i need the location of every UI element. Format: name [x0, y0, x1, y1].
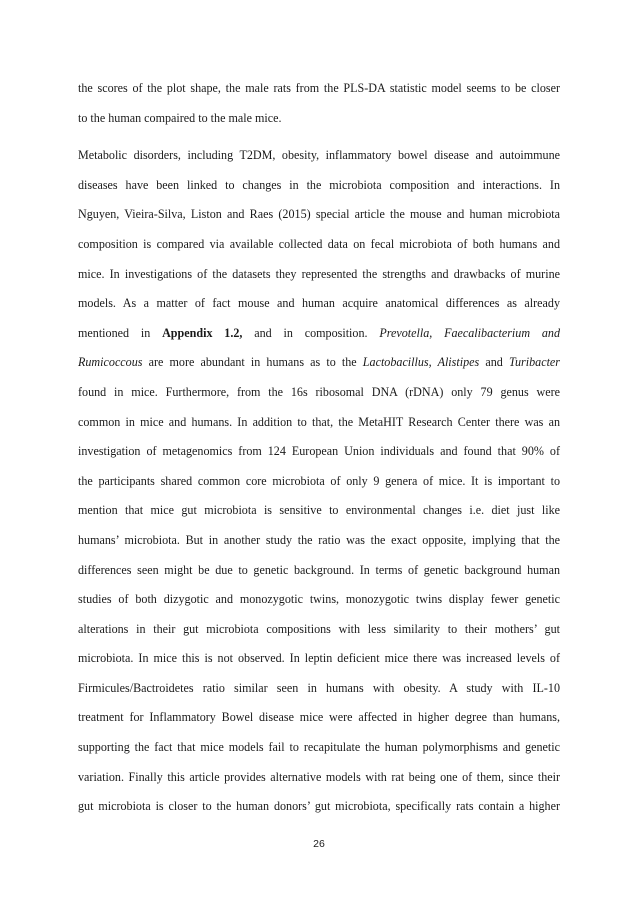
text-line: supporting the fact that mice models fail to recapitulate the human polymorphisms and genetic — [78, 740, 560, 755]
text-line: mice. In investigations of the datasets they represented the strengths and drawbacks of murine — [78, 266, 560, 281]
text-line: studies of both dizygotic and monozygotic twins, monozygotic twins display fewer genetic — [78, 592, 560, 607]
text-run: and in composition. — [242, 325, 380, 340]
text-line — [78, 319, 560, 349]
genus-names: Lactobacillus, Alistipes — [362, 355, 480, 370]
text-line: to the human compaired to the male mice. — [78, 110, 282, 125]
appendix-reference: Appendix 1.2, — [162, 325, 243, 340]
genus-names: Prevotella, Faecalibacterium and — [379, 325, 561, 340]
paragraph-metabolic-disorders — [78, 141, 560, 822]
text-line: gut microbiota is closer to the human donors’ gut microbiota, specifically rats contain a higher — [78, 799, 560, 814]
text-run: mentioned in — [78, 325, 163, 340]
text-run: are more abundant in humans as to the — [142, 355, 363, 370]
text-line: models. As a matter of fact mouse and human acquire anatomical differences as already — [78, 296, 560, 311]
text-line: treatment for Inflammatory Bowel disease mice were affected in higher degree than humans, — [78, 710, 560, 725]
text-line: diseases have been linked to changes in the microbiota composition and interactions. In — [78, 177, 560, 192]
genus-name: Turibacter — [508, 355, 561, 370]
text-run: and — [479, 355, 509, 370]
text-line: differences seen might be due to genetic background. In terms of genetic background human — [78, 562, 560, 577]
text-line: investigation of metagenomics from 124 European Union individuals and found that 90% of — [78, 444, 560, 459]
body-text — [78, 74, 560, 822]
text-line: Firmicules/Bactroidetes ratio similar seen in humans with obesity. A study with IL-10 — [78, 680, 560, 695]
text-line: the scores of the plot shape, the male rats from the PLS-DA statistic model seems to be closer — [78, 81, 560, 95]
text-line: found in mice. Furthermore, from the 16s ribosomal DNA (rDNA) only 79 genus were — [78, 384, 560, 399]
text-line: microbiota. In mice this is not observed. In leptin deficient mice there was increased levels of — [78, 651, 560, 666]
paragraph-continuation — [78, 74, 560, 133]
text-line: humans’ microbiota. But in another study the ratio was the exact opposite, implying that the — [78, 532, 560, 547]
page-number: 26 — [313, 838, 325, 850]
genus-name: Rumicoccous — [78, 355, 143, 370]
text-line — [78, 348, 560, 378]
text-line: Metabolic disorders, including T2DM, obesity, inflammatory bowel disease and autoimmune — [78, 148, 560, 163]
text-line: mention that mice gut microbiota is sensitive to environmental changes i.e. diet just like — [78, 503, 560, 518]
text-line: composition is compared via available collected data on fecal microbiota of both humans and — [78, 236, 560, 251]
text-line: variation. Finally this article provides alternative models with rat being one of them, since their — [78, 769, 560, 784]
text-line: alterations in their gut microbiota compositions with less similarity to their mothers’ gut — [78, 621, 560, 636]
text-line: common in mice and humans. In addition to that, the MetaHIT Research Center there was an — [78, 414, 560, 429]
text-line: Nguyen, Vieira-Silva, Liston and Raes (2015) special article the mouse and human microbiota — [78, 207, 560, 222]
text-line: the participants shared common core microbiota of only 9 genera of mice. It is important to — [78, 473, 560, 488]
